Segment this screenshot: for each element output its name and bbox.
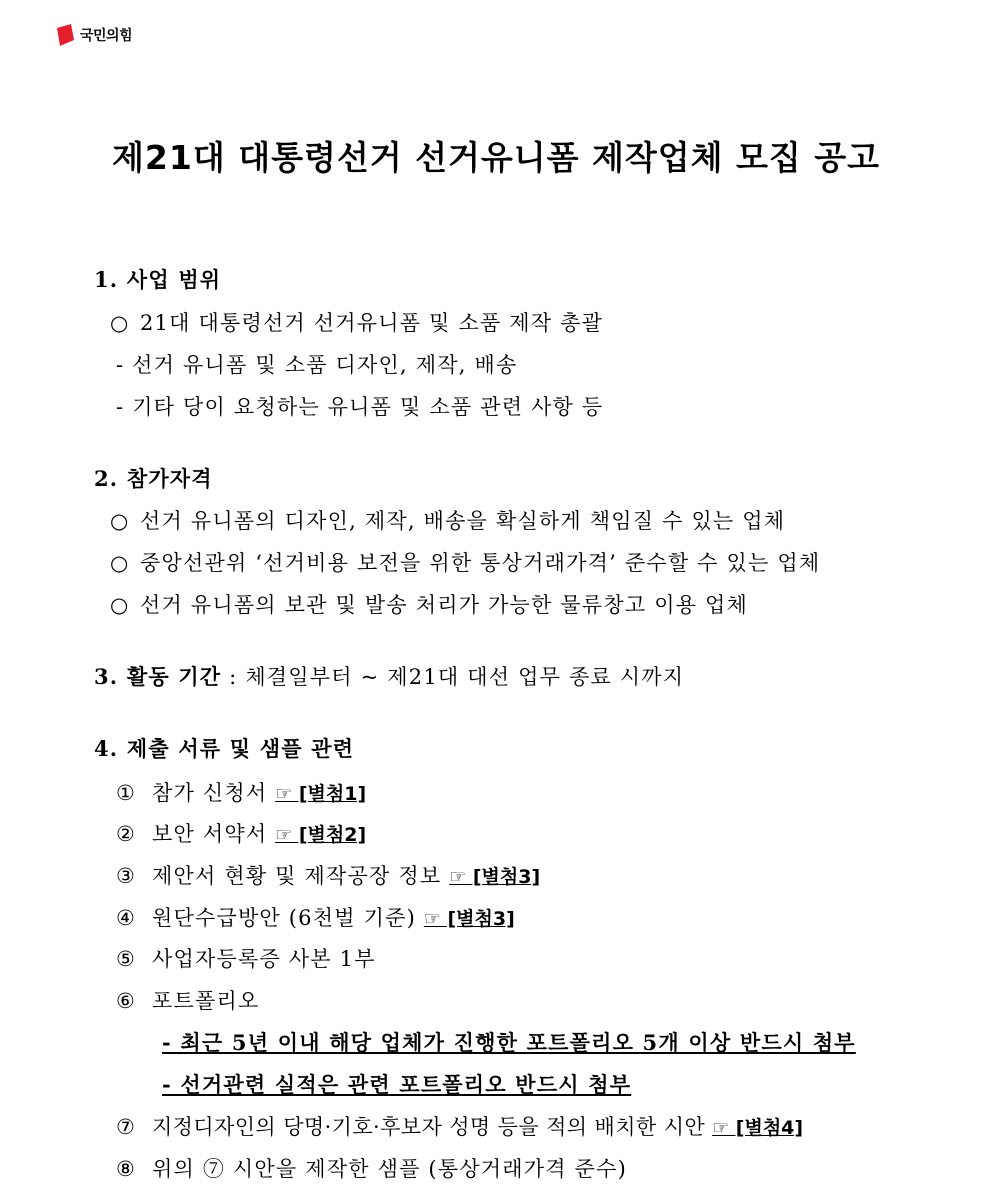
item-text: 보안 서약서 xyxy=(152,822,276,846)
section2-item xyxy=(110,547,820,577)
attachment-link[interactable]: ☞ [별첨3] xyxy=(449,866,541,888)
item-text: 참가 신청서 xyxy=(152,781,276,805)
section3-line xyxy=(94,661,684,691)
document-item xyxy=(116,1111,803,1141)
document-item xyxy=(116,860,540,890)
section1-heading: 1. 사업 범위 xyxy=(94,267,222,292)
section1-item-text: 21대 대통령선거 선거유니폼 및 소품 제작 총괄 xyxy=(140,311,604,335)
item-text: 제안서 현황 및 제작공장 정보 xyxy=(152,864,450,888)
item-text: 사업자등록증 사본 1부 xyxy=(152,947,376,971)
bullet-circle: ○ xyxy=(110,593,130,617)
attachment-link[interactable]: ☞ [별첨2] xyxy=(275,824,367,846)
bullet-circle: ○ xyxy=(110,509,130,533)
document-item xyxy=(116,777,366,807)
document-item xyxy=(116,902,515,932)
section1-item xyxy=(110,307,603,337)
bullet-circle: ○ xyxy=(110,551,130,575)
section2-item-text: 선거 유니폼의 보관 및 발송 처리가 가능한 물류창고 이용 업체 xyxy=(140,593,749,617)
item-text: 지정디자인의 당명·기호·후보자 성명 등을 적의 배치한 시안 xyxy=(152,1115,713,1139)
item-number: ⑤ xyxy=(116,947,137,971)
section2-item xyxy=(110,589,748,619)
section4-heading: 4. 제출 서류 및 샘플 관련 xyxy=(94,736,355,761)
item-text: 위의 ⑦ 시안을 제작한 샘플 (통상거래가격 준수) xyxy=(152,1157,627,1181)
item-number: ③ xyxy=(116,864,137,888)
attachment-link[interactable]: ☞ [별첨4] xyxy=(712,1117,804,1139)
item-number: ⑥ xyxy=(116,989,137,1013)
party-logo-icon xyxy=(54,24,74,46)
item-text: 포트폴리오 xyxy=(152,989,260,1013)
section2-item xyxy=(110,505,785,535)
section1-sub1: - 선거 유니폼 및 소품 디자인, 제작, 배송 xyxy=(116,353,518,377)
item-text: 원단수급방안 (6천벌 기준) xyxy=(152,906,424,930)
item-number: ② xyxy=(116,822,137,846)
section2-item-text: 중앙선관위 ‘선거비용 보전을 위한 통상거래가격’ 준수할 수 있는 업체 xyxy=(140,551,821,575)
document-item xyxy=(116,985,259,1015)
section1-sub2: - 기타 당이 요청하는 유니폼 및 소품 관련 사항 등 xyxy=(116,395,604,419)
party-logo-text: 국민의힘 xyxy=(80,28,133,44)
section3-text: : 체결일부터 ~ 제21대 대선 업무 종료 시까지 xyxy=(221,665,685,689)
attachment-link[interactable]: ☞ [별첨3] xyxy=(423,908,515,930)
section2-heading: 2. 참가자격 xyxy=(94,466,213,491)
document-item xyxy=(116,818,366,848)
item-number: ① xyxy=(116,781,137,805)
page-title: 제21대 대통령선거 선거유니폼 제작업체 모집 공고 xyxy=(112,138,880,177)
item-number: ⑦ xyxy=(116,1115,136,1139)
party-logo xyxy=(54,24,132,46)
document-item xyxy=(116,943,376,973)
bullet-circle: ○ xyxy=(110,311,130,335)
section3-heading: 3. 활동 기간 xyxy=(94,664,222,689)
attachment-link[interactable]: ☞ [별첨1] xyxy=(275,783,367,805)
item-number: ④ xyxy=(116,906,137,930)
item-number: ⑧ xyxy=(116,1157,137,1181)
document-item xyxy=(116,1153,627,1183)
portfolio-note: - 선거관련 실적은 관련 포트폴리오 반드시 첨부 xyxy=(162,1072,632,1097)
section2-item-text: 선거 유니폼의 디자인, 제작, 배송을 확실하게 책임질 수 있는 업체 xyxy=(140,509,786,533)
portfolio-note: - 최근 5년 이내 해당 업체가 진행한 포트폴리오 5개 이상 반드시 첨부 xyxy=(162,1030,856,1055)
